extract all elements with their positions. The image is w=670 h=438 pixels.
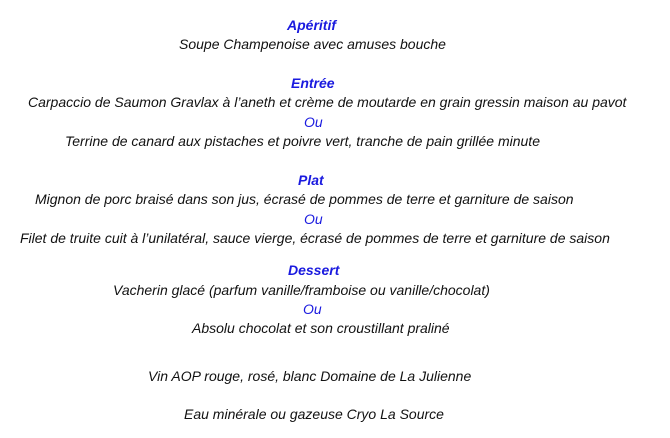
dessert-separator: Ou	[303, 301, 322, 317]
plat-separator: Ou	[304, 211, 323, 227]
plat-item-truite: Filet de truite cuit à l’unilatéral, sauce vierge, écrasé de pommes de terre et garniture de saison	[20, 230, 610, 246]
entree-item-terrine: Terrine de canard aux pistaches et poivre vert, tranche de pain grillée minute	[65, 133, 540, 149]
dessert-item-vacherin: Vacherin glacé (parfum vanille/framboise ou vanille/chocolat)	[113, 282, 490, 298]
plat-item-porc: Mignon de porc braisé dans son jus, écrasé de pommes de terre et garniture de saison	[35, 191, 574, 207]
dessert-item-absolu: Absolu chocolat et son croustillant praliné	[192, 320, 450, 336]
aperitif-heading: Apéritif	[287, 17, 336, 33]
plat-heading: Plat	[298, 172, 324, 188]
wine-line: Vin AOP rouge, rosé, blanc Domaine de La Julienne	[148, 368, 472, 384]
entree-heading: Entrée	[291, 75, 335, 91]
dessert-heading: Dessert	[288, 262, 340, 278]
entree-item-carpaccio: Carpaccio de Saumon Gravlax à l’aneth et crème de moutarde en grain gressin maison au pavot	[28, 94, 627, 110]
entree-separator: Ou	[304, 114, 323, 130]
water-line: Eau minérale ou gazeuse Cryo La Source	[184, 406, 444, 422]
aperitif-item: Soupe Champenoise avec amuses bouche	[179, 36, 446, 52]
